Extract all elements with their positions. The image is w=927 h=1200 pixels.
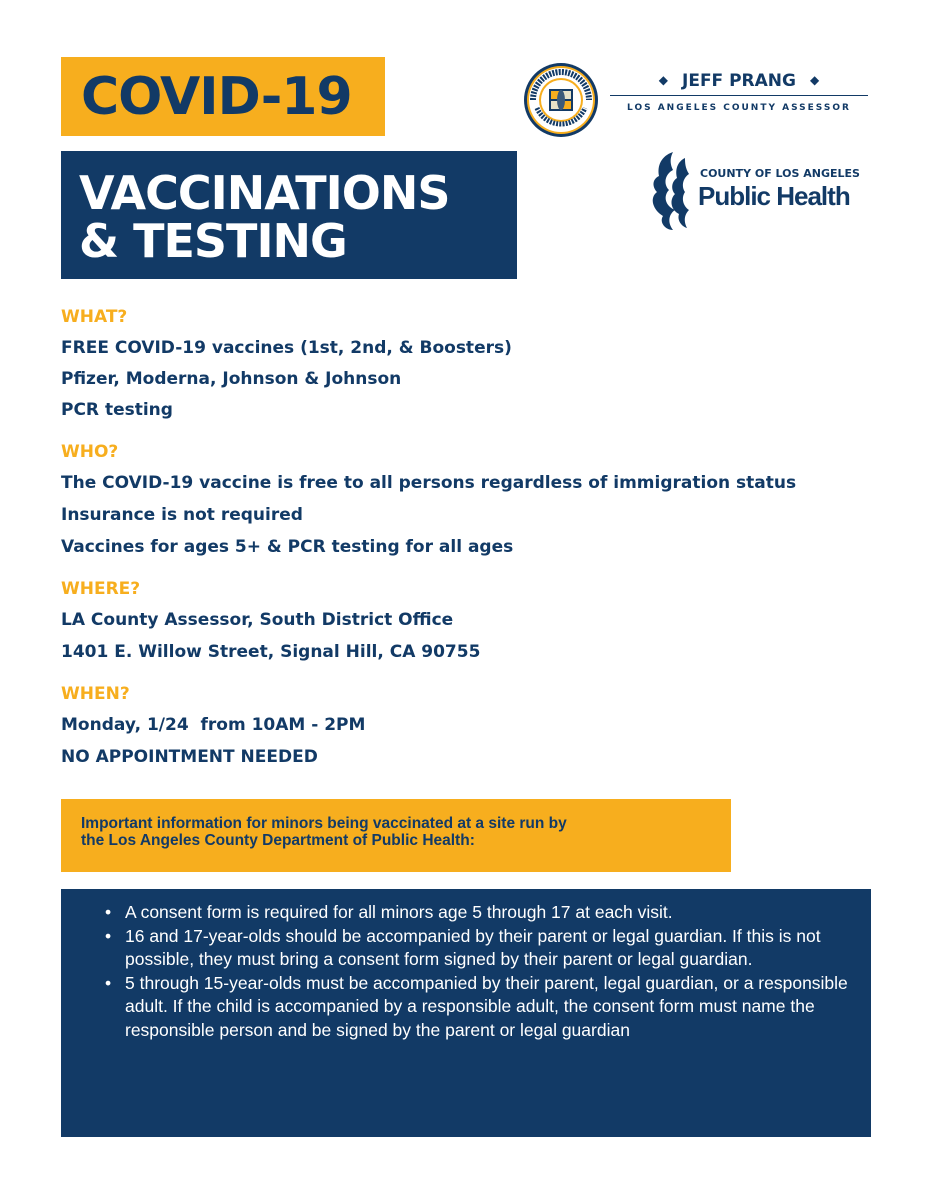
what-line-3: PCR testing xyxy=(61,400,173,420)
when-line-1: Monday, 1/24 from 10AM - 2PM xyxy=(61,715,366,735)
assessor-seal-logo xyxy=(523,62,599,138)
assessor-name-block xyxy=(610,70,868,91)
vaccinations-title-banner xyxy=(61,151,517,279)
list-item xyxy=(105,925,851,972)
when-heading: WHEN? xyxy=(61,684,130,704)
minors-info-line-1: Important information for minors being vaccinated at a site run by xyxy=(81,815,567,832)
list-item xyxy=(105,972,851,1043)
where-heading: WHERE? xyxy=(61,579,141,599)
bullet-icon: • xyxy=(105,902,112,922)
what-line-1: FREE COVID-19 vaccines (1st, 2nd, & Boosters) xyxy=(61,338,512,358)
assessor-title: LOS ANGELES COUNTY ASSESSOR xyxy=(627,103,851,113)
rule-text: A consent form is required for all minors age 5 through 17 at each visit. xyxy=(125,902,673,922)
what-heading: WHAT? xyxy=(61,307,128,327)
who-line-2: Insurance is not required xyxy=(61,505,303,525)
diamond-icon: ◆ xyxy=(658,73,668,87)
minors-info-line-2: the Los Angeles County Department of Public Health: xyxy=(81,832,475,849)
rule-text: 5 through 15-year-olds must be accompanied by their parent, legal guardian, or a responsible adult. If the child is accompanied by a responsible adult, the consent form must name the responsible person and be signed by the parent or legal guardian xyxy=(125,972,848,1040)
minors-info-banner xyxy=(61,799,731,872)
assessor-name: JEFF PRANG xyxy=(682,71,796,91)
public-health-name: Public Health xyxy=(698,181,850,211)
where-line-1: LA County Assessor, South District Office xyxy=(61,610,454,630)
when-line-2: NO APPOINTMENT NEEDED xyxy=(61,747,318,767)
bullet-icon: • xyxy=(105,925,112,946)
covid-title: COVID-19 xyxy=(81,66,352,127)
assessor-divider xyxy=(610,95,868,96)
who-line-3: Vaccines for ages 5+ & PCR testing for all ages xyxy=(61,537,514,557)
list-item xyxy=(105,901,851,925)
who-heading: WHO? xyxy=(61,442,119,462)
consent-rules-list xyxy=(105,901,851,1042)
what-line-2: Pfizer, Moderna, Johnson & Johnson xyxy=(61,369,402,389)
covid-title-banner xyxy=(61,57,385,136)
consent-rules-box xyxy=(61,889,871,1137)
vaccinations-title-line2: & TESTING xyxy=(79,214,347,268)
rule-text: 16 and 17-year-olds should be accompanied by their parent or legal guardian. If this is not possible, they must bring a consent form signed by their parent or legal guardian. xyxy=(125,925,821,969)
bullet-icon: • xyxy=(105,972,112,993)
where-line-2: 1401 E. Willow Street, Signal Hill, CA 90755 xyxy=(61,642,481,662)
public-health-county: COUNTY OF LOS ANGELES xyxy=(700,167,860,180)
public-health-profiles-icon xyxy=(643,150,693,232)
vaccinations-title-line1: VACCINATIONS xyxy=(79,166,450,220)
diamond-icon: ◆ xyxy=(809,73,820,87)
who-line-1: The COVID-19 vaccine is free to all persons regardless of immigration status xyxy=(61,473,797,493)
